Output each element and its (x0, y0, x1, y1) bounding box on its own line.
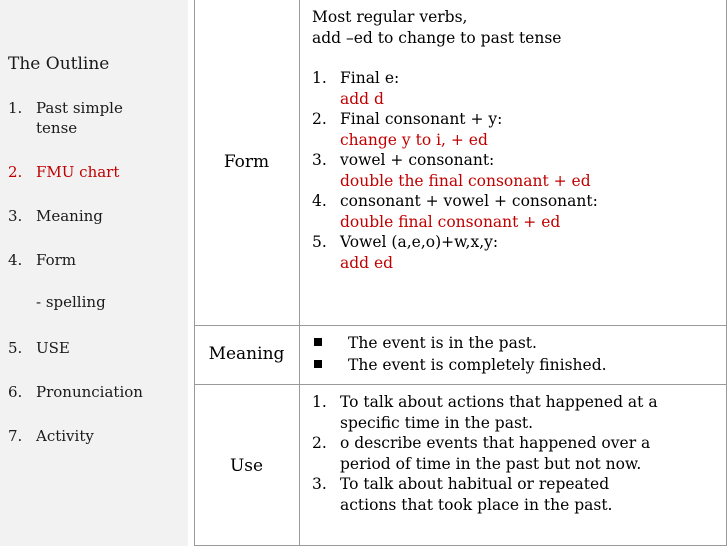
form-rule-3-action: double the final consonant + ed (340, 171, 591, 190)
outline-item-spelling[interactable]: - spelling (36, 293, 106, 311)
form-rule-1: 1. Final e: add d (312, 69, 400, 108)
bullet-icon (314, 338, 322, 346)
form-rule-2: 2. Final consonant + y: change y to i, + ed (312, 110, 503, 149)
outline-item-pronunciation[interactable]: 6. Pronunciation (8, 383, 143, 401)
form-rule-4-action: double final consonant + ed (340, 212, 561, 231)
use-item-3: 3. To talk about habitual or repeated actions that took place in the past. (312, 475, 613, 514)
bullet-icon (314, 360, 322, 368)
form-rule-2-action: change y to i, + ed (340, 130, 488, 149)
form-rule-3: 3. vowel + consonant: double the final consonant + ed (312, 151, 591, 190)
form-intro-line-1: Most regular verbs, (312, 8, 468, 26)
form-rule-5-action: add ed (340, 253, 394, 272)
outline-item-use[interactable]: 5. USE (8, 339, 70, 357)
table-column-divider (299, 0, 300, 546)
outline-item-meaning[interactable]: 3. Meaning (8, 207, 103, 225)
fmu-chart-table (194, 0, 728, 546)
use-label: Use (229, 456, 264, 476)
use-item-2: 2. o describe events that happened over a period of time in the past but not now. (312, 434, 651, 473)
outline-item-activity[interactable]: 7. Activity (8, 427, 94, 445)
form-content (312, 7, 722, 273)
use-item-1: 1. To talk about actions that happened at a specific time in the past. (312, 393, 658, 432)
row-divider-form-meaning (194, 325, 727, 326)
form-intro-line-2: add –ed to change to past tense (312, 28, 562, 47)
meaning-content (308, 332, 722, 376)
form-label: Form (223, 152, 270, 172)
outline-item-form[interactable]: 4. Form (8, 251, 77, 269)
form-rule-4: 4. consonant + vowel + consonant: double final consonant + ed (312, 192, 598, 231)
outline-item-past-simple[interactable]: 1. Past simple tense (8, 99, 123, 137)
row-divider-meaning-use (194, 384, 727, 385)
outline-item-fmu-chart[interactable]: 2. FMU chart (8, 163, 120, 181)
meaning-point-2: The event is completely finished. (308, 354, 722, 376)
form-rule-5: 5. Vowel (a,e,o)+w,x,y: add ed (312, 233, 499, 272)
table-border-right (726, 0, 727, 546)
use-content (312, 392, 726, 515)
outline-title: The Outline (8, 54, 110, 74)
form-rule-1-action: add d (340, 89, 384, 108)
meaning-point-1: The event is in the past. (308, 332, 722, 354)
meaning-label: Meaning (208, 344, 285, 364)
outline-sidebar (0, 0, 188, 546)
